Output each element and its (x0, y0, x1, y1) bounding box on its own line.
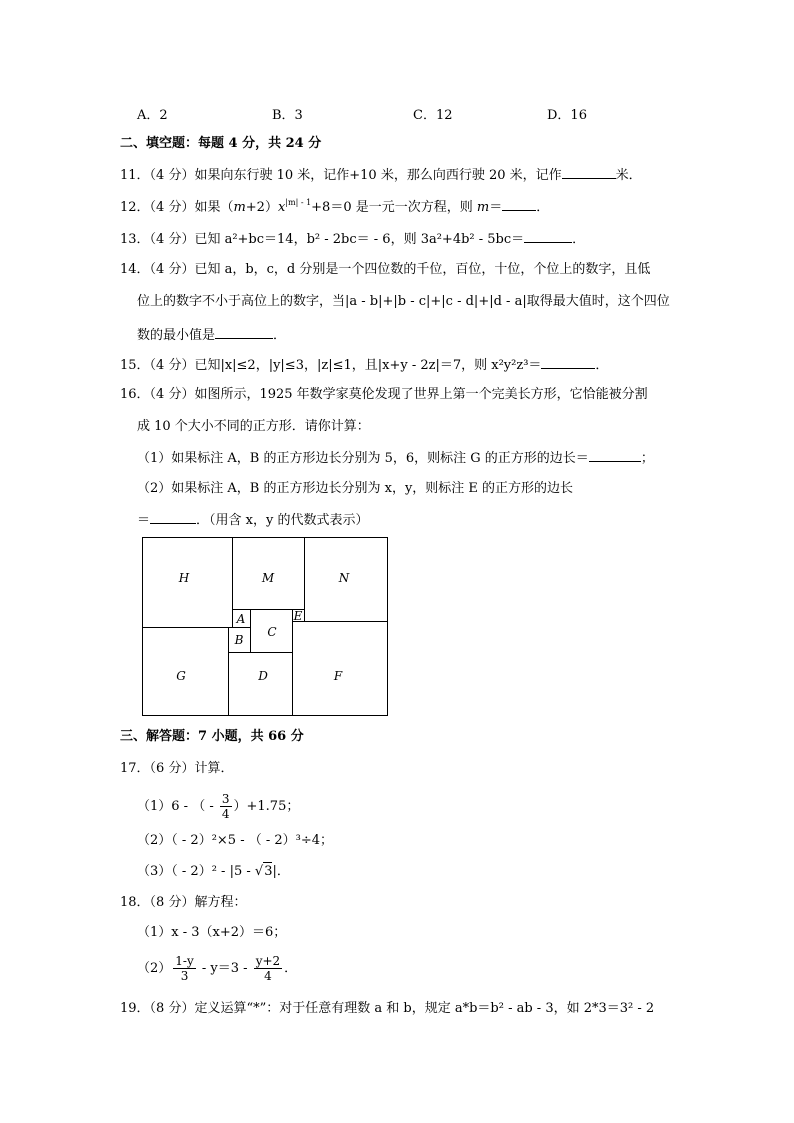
q13-end: ． (572, 232, 586, 247)
outer-rectangle (143, 538, 388, 716)
question-18-part-2 (137, 952, 297, 986)
q12-m2: m (476, 200, 490, 215)
label-b: B (234, 633, 244, 647)
q16-p2-eq: ＝ (137, 513, 151, 528)
label-e: E (293, 609, 303, 623)
q16-p1-end: ； (640, 451, 654, 466)
q14-l3-text: 数的最小值是 (137, 328, 216, 343)
q15-blank[interactable] (541, 355, 595, 369)
question-17-head: 17．（6 分）计算． (120, 761, 234, 776)
label-d: D (258, 669, 268, 683)
q17-fraction (220, 792, 232, 821)
q15-end: ． (595, 358, 609, 373)
label-c: C (267, 625, 277, 639)
q13-text: 13．（4 分）已知 a²+bc＝14，b² - 2bc＝ - 6，则 3a²+4b² - 5bc＝ (120, 232, 525, 247)
section-two-title: 二、填空题：每题 4 分，共 24 分 (120, 136, 322, 151)
question-17-part-3: （3）（ - 2）² - |5 - √3|． (137, 864, 290, 879)
question-16-line-2: 成 10 个大小不同的正方形．请你计算： (137, 419, 370, 434)
square-d (229, 653, 293, 716)
q16-p2-blank[interactable] (150, 510, 196, 524)
question-16-line-1: 16．（4 分）如图所示，1925 年数学家莫伦发现了世界上第一个完美长方形，它恰能被分割 (120, 387, 648, 402)
label-f: F (333, 669, 343, 683)
q12-blank[interactable] (502, 197, 536, 211)
question-18-part-1: （1）x - 3（x+2）＝6； (137, 925, 287, 940)
label-n: N (338, 571, 350, 585)
q18-f1-den: 3 (180, 969, 189, 983)
q18-fraction-1 (173, 954, 195, 983)
q15-text: 15．（4 分）已知|x|≤2，|y|≤3，|z|≤1，且|x+y - 2z|＝7，则 x²y²z³＝ (120, 358, 542, 373)
q14-end: ． (273, 328, 287, 343)
q12-exponent: |m| - 1 (285, 198, 312, 207)
question-13 (120, 229, 585, 249)
q17-frac-num: 3 (221, 792, 230, 806)
q12-end: ． (536, 200, 550, 215)
question-17-part-2: （2）（ - 2）²×5 - （ - 2）³÷4； (137, 833, 334, 848)
q11-text: 11．（4 分）如果向东行驶 10 米，记作+10 米，那么向西行驶 20 米，记作 (120, 168, 562, 183)
question-16-part-2-cont (137, 510, 368, 530)
q12-m: m (233, 200, 246, 215)
question-11 (120, 165, 642, 185)
choice-c: C．12 (413, 108, 453, 123)
q16-p1-text: （1）如果标注 A，B 的正方形边长分别为 5，6，则标注 G 的正方形的边长＝ (137, 451, 589, 466)
q12-eq: ＝ (489, 200, 503, 215)
q17-frac-den: 4 (221, 807, 230, 821)
question-14-line-1: 14．（4 分）已知 a，b，c，d 分别是一个四位数的千位，百位，十位，个位上的数字，且低 (120, 262, 651, 277)
label-h: H (178, 571, 190, 585)
label-a: A (236, 612, 246, 626)
q18-p2-b: - y＝3 - (197, 961, 252, 976)
q16-p1-blank[interactable] (589, 448, 641, 462)
q16-p2-end: ．（用含 x，y 的代数式表示） (196, 513, 369, 528)
q18-p2-a: （2） (137, 961, 172, 976)
choice-a: A．2 (137, 108, 168, 123)
question-14-line-3 (137, 325, 286, 345)
q12-post: +8＝0 是一元一次方程，则 (311, 200, 477, 215)
q12-pre: 12．（4 分）如果（ (120, 200, 234, 215)
q18-p2-c: ． (284, 961, 298, 976)
label-m: M (261, 571, 275, 585)
q12-x: x (277, 200, 286, 215)
label-g: G (176, 669, 186, 683)
question-19: 19．（8 分）定义运算“*”：对于任意有理数 a 和 b，规定 a*b＝b² - ab - 3，如 2*3＝3² - 2 (120, 1001, 655, 1016)
q12-plus2: +2） (245, 200, 278, 215)
q13-blank[interactable] (524, 229, 572, 243)
question-14-line-2: 位上的数字不小于高位上的数字，当|a - b|+|b - c|+|c - d|+|d - a|取得最大值时，这个四位 (137, 294, 670, 309)
q18-f2-den: 4 (264, 969, 272, 983)
q11-tail: 米． (615, 168, 642, 183)
q17-sqrt-value: 3 (264, 864, 273, 879)
q17-p3-b: |． (272, 864, 290, 879)
q17-p1-b: ）+1.75； (233, 799, 300, 814)
q14-blank[interactable] (215, 325, 273, 339)
q11-blank[interactable] (562, 165, 616, 179)
choice-d: D．16 (547, 108, 587, 123)
q18-fraction-2 (254, 954, 282, 983)
question-17-part-1 (137, 790, 299, 824)
section-three-title: 三、解答题：7 小题，共 66 分 (120, 729, 304, 744)
question-15 (120, 355, 608, 375)
question-16-part-1 (137, 448, 654, 468)
q18-f1-num: 1-y (175, 954, 194, 968)
q18-f2-num: y+2 (255, 954, 281, 968)
question-18-head: 18．（8 分）解方程： (120, 895, 247, 910)
question-12 (120, 197, 549, 217)
q17-p3-a: （3）（ - 2）² - |5 - (137, 864, 255, 879)
choice-b: B．3 (272, 108, 303, 123)
perfect-rectangle-figure (142, 537, 390, 719)
q17-p1-a: （1）6 - （ - (137, 799, 218, 814)
question-16-part-2: （2）如果标注 A，B 的正方形边长分别为 x，y，则标注 E 的正方形的边长 (137, 481, 574, 496)
